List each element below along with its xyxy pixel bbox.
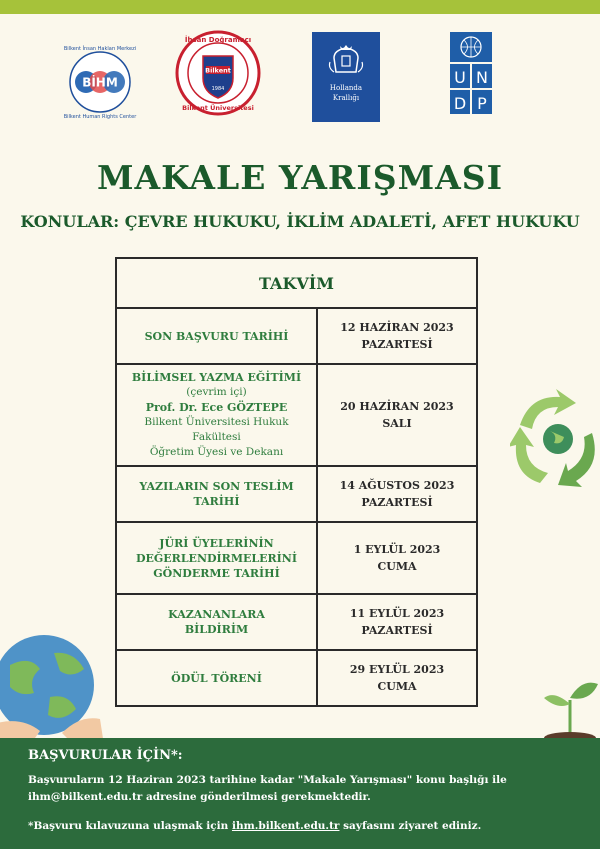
svg-text:D: D	[453, 94, 467, 113]
date-text: 29 EYLÜL 2023	[349, 663, 445, 676]
topics-subtitle: KONULAR: ÇEVRE HUKUKU, İKLİM ADALETİ, AFET HUKUKU	[20, 212, 580, 231]
application-footer	[0, 738, 600, 849]
website-link[interactable]: ihm.bilkent.edu.tr	[231, 820, 340, 832]
event-line: KAZANANLARA	[168, 608, 265, 621]
top-accent-bar	[0, 0, 600, 14]
date-text: 11 EYLÜL 2023	[349, 607, 445, 620]
globe-hands-icon	[0, 635, 110, 749]
event-line: Bilkent Üniversitesi Hukuk Fakültesi	[144, 416, 289, 443]
event-line: SON BAŞVURU TARİHİ	[144, 329, 289, 343]
date-text: 20 HAZİRAN 2023	[340, 400, 454, 413]
day-text: PAZARTESİ	[361, 338, 433, 351]
date-text: 14 AĞUSTOS 2023	[339, 479, 455, 492]
event-line: YAZILARIN SON TESLİM	[139, 480, 294, 493]
day-text: PAZARTESİ	[361, 624, 433, 637]
schedule-event	[116, 466, 317, 522]
day-text: CUMA	[377, 560, 417, 573]
schedule-event	[116, 364, 317, 466]
footer-note-suffix: sayfasını ziyaret ediniz.	[339, 820, 482, 832]
schedule-event	[116, 650, 317, 706]
bihm-logo	[60, 42, 140, 122]
svg-text:Bilkent Üniversitesi: Bilkent Üniversitesi	[182, 104, 254, 112]
holland-line2: Krallığı	[332, 94, 360, 102]
schedule-event	[116, 522, 317, 594]
holland-line1: Hollanda	[329, 84, 363, 92]
undp-logo	[450, 32, 492, 114]
svg-text:U: U	[454, 68, 466, 87]
event-line: TARİHİ	[193, 495, 240, 508]
schedule-date	[317, 308, 477, 364]
schedule-row	[116, 308, 477, 364]
date-text: 1 EYLÜL 2023	[353, 543, 441, 556]
schedule-header: TAKVİM	[116, 258, 477, 308]
event-line: BİLDİRİM	[184, 623, 249, 636]
day-text: PAZARTESİ	[361, 496, 433, 509]
page-title: MAKALE YARIŞMASI	[96, 158, 504, 197]
svg-text:1984: 1984	[211, 86, 225, 92]
schedule-row	[116, 466, 477, 522]
svg-text:P: P	[477, 94, 487, 113]
schedule-date	[317, 522, 477, 594]
event-line: (çevrim içi)	[186, 386, 247, 398]
schedule-date	[317, 650, 477, 706]
schedule-row	[116, 522, 477, 594]
svg-text:BİHM: BİHM	[82, 75, 118, 90]
svg-text:Bilkent Human Rights Center: Bilkent Human Rights Center	[63, 114, 137, 120]
footer-paragraph: Başvuruların 12 Haziran 2023 tarihine kadar "Makale Yarışması" konu başlığı ile ihm@bilkent.edu.tr adresine gönderilmesi gerekmektedir.	[28, 774, 507, 803]
schedule-row	[116, 594, 477, 650]
svg-text:Bilkent: Bilkent	[205, 66, 231, 75]
sprout-icon	[540, 670, 600, 744]
event-line: Prof. Dr. Ece GÖZTEPE	[145, 401, 288, 414]
schedule-event	[116, 308, 317, 364]
event-line: BİLİMSEL YAZMA EĞİTİMİ	[131, 371, 302, 384]
date-text: 12 HAZİRAN 2023	[340, 321, 454, 334]
schedule-date	[317, 466, 477, 522]
svg-text:N: N	[476, 68, 488, 87]
schedule-row	[116, 364, 477, 466]
footer-note-prefix: *Başvuru kılavuzuna ulaşmak için	[28, 820, 232, 832]
svg-text:Bilkent İnsan Hakları Merkezi: Bilkent İnsan Hakları Merkezi	[63, 46, 137, 52]
schedule-date	[317, 594, 477, 650]
footer-heading: BAŞVURULAR İÇİN*:	[28, 748, 183, 763]
event-line: GÖNDERME TARİHİ	[153, 566, 280, 580]
event-line: ÖDÜL TÖRENİ	[171, 671, 262, 685]
event-line: DEĞERLENDİRMELERİNİ	[135, 551, 297, 565]
day-text: SALI	[382, 417, 412, 430]
recycle-icon	[510, 385, 600, 499]
bilkent-university-logo	[175, 30, 261, 116]
day-text: CUMA	[377, 680, 417, 693]
event-line: Öğretim Üyesi ve Dekanı	[149, 446, 284, 458]
footer-note	[28, 820, 572, 832]
svg-text:İhsan Doğramacı: İhsan Doğramacı	[184, 36, 252, 44]
schedule-date	[317, 364, 477, 466]
schedule-table	[115, 257, 478, 707]
holland-kingdom-logo	[312, 32, 380, 122]
schedule-row	[116, 650, 477, 706]
schedule-event	[116, 594, 317, 650]
event-line: JÜRİ ÜYELERİNİN	[159, 536, 274, 550]
logo-strip	[0, 30, 600, 120]
